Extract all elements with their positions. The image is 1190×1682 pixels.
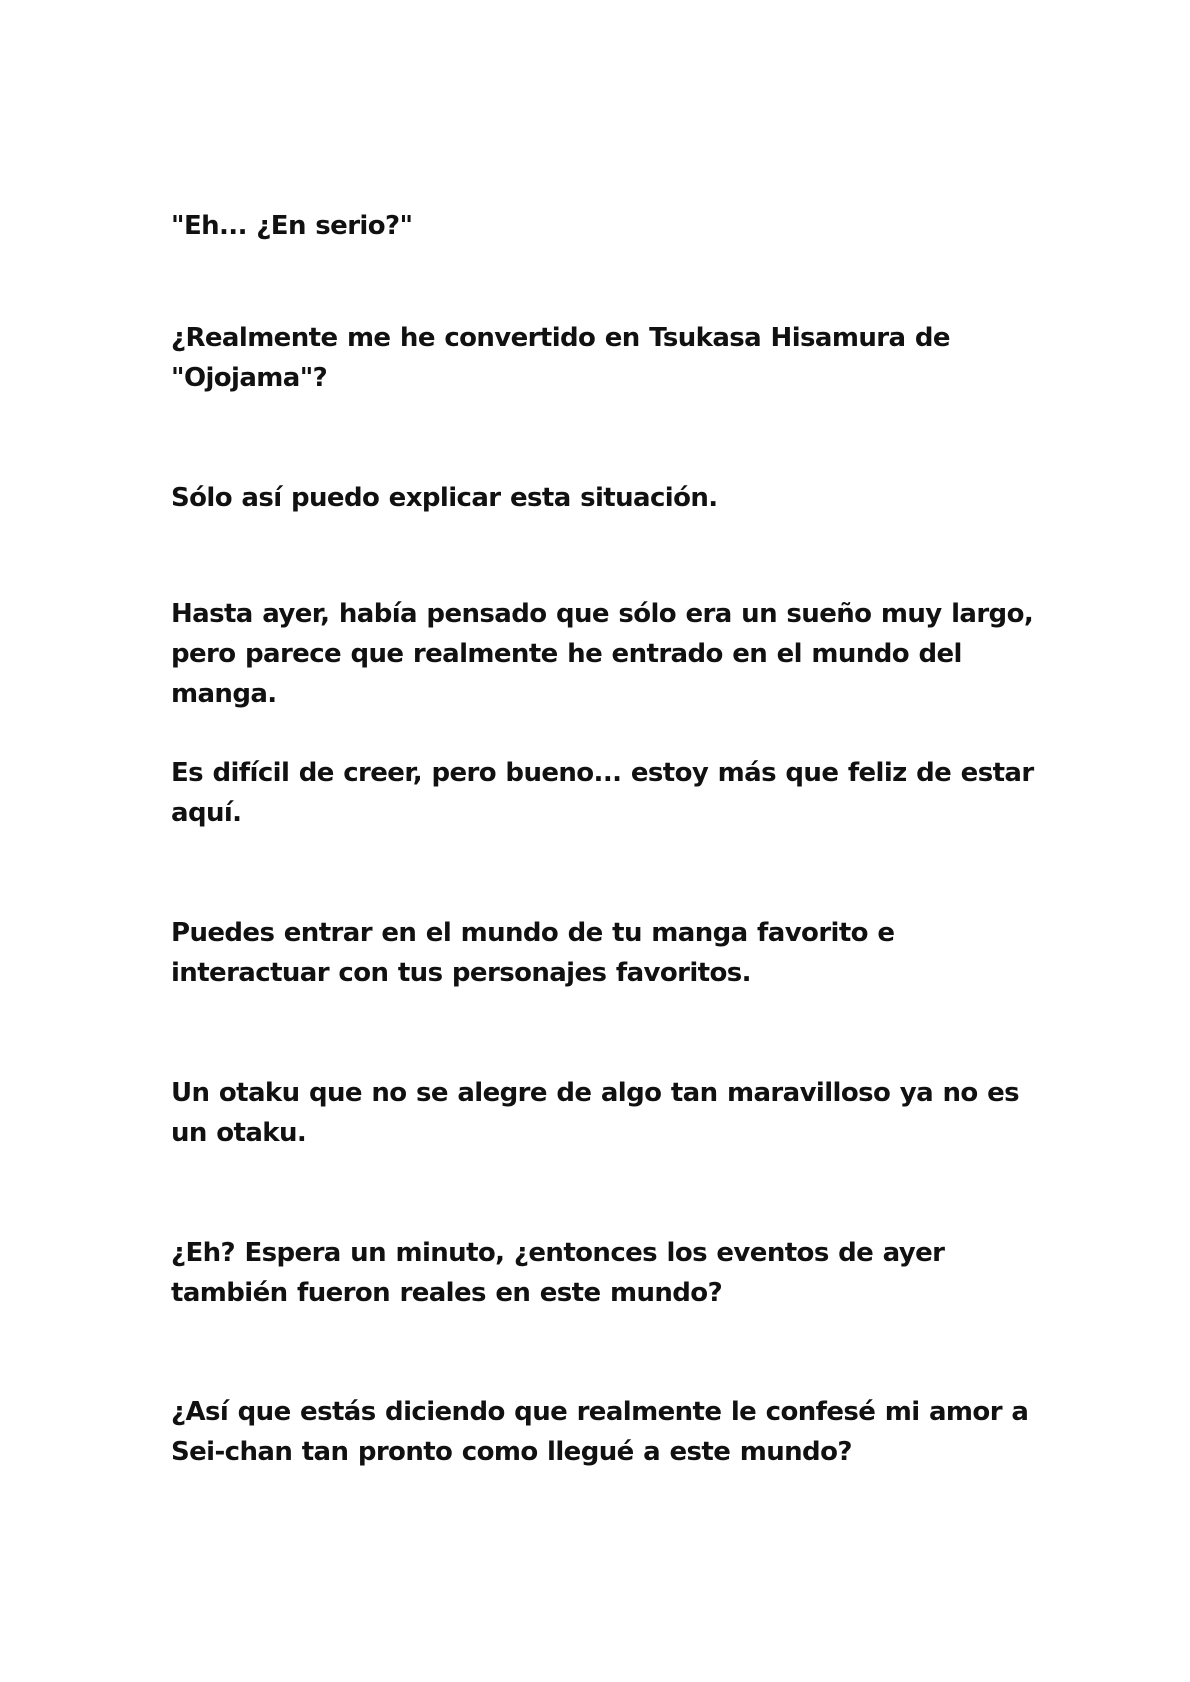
paragraph-9: ¿Así que estás diciendo que realmente le confesé mi amor a Sei-chan tan pronto como llegué a este mundo? xyxy=(171,1397,1029,1467)
paragraph-7: Un otaku que no se alegre de algo tan maravilloso ya no es un otaku. xyxy=(171,1078,1019,1148)
paragraph-4: Hasta ayer, había pensado que sólo era un sueño muy largo, pero parece que realmente he entrado en el mundo del manga. xyxy=(171,599,1034,709)
paragraph-8: ¿Eh? Espera un minuto, ¿entonces los eventos de ayer también fueron reales en este mundo? xyxy=(171,1238,945,1308)
paragraph-6: Puedes entrar en el mundo de tu manga favorito e interactuar con tus personajes favoritos. xyxy=(171,918,895,988)
paragraph-2: ¿Realmente me he convertido en Tsukasa Hisamura de "Ojojama"? xyxy=(171,323,950,393)
paragraph-5: Es difícil de creer, pero bueno... estoy más que feliz de estar aquí. xyxy=(171,758,1034,828)
paragraph-1: "Eh... ¿En serio?" xyxy=(171,211,413,241)
paragraph-3: Sólo así puedo explicar esta situación. xyxy=(171,483,718,513)
